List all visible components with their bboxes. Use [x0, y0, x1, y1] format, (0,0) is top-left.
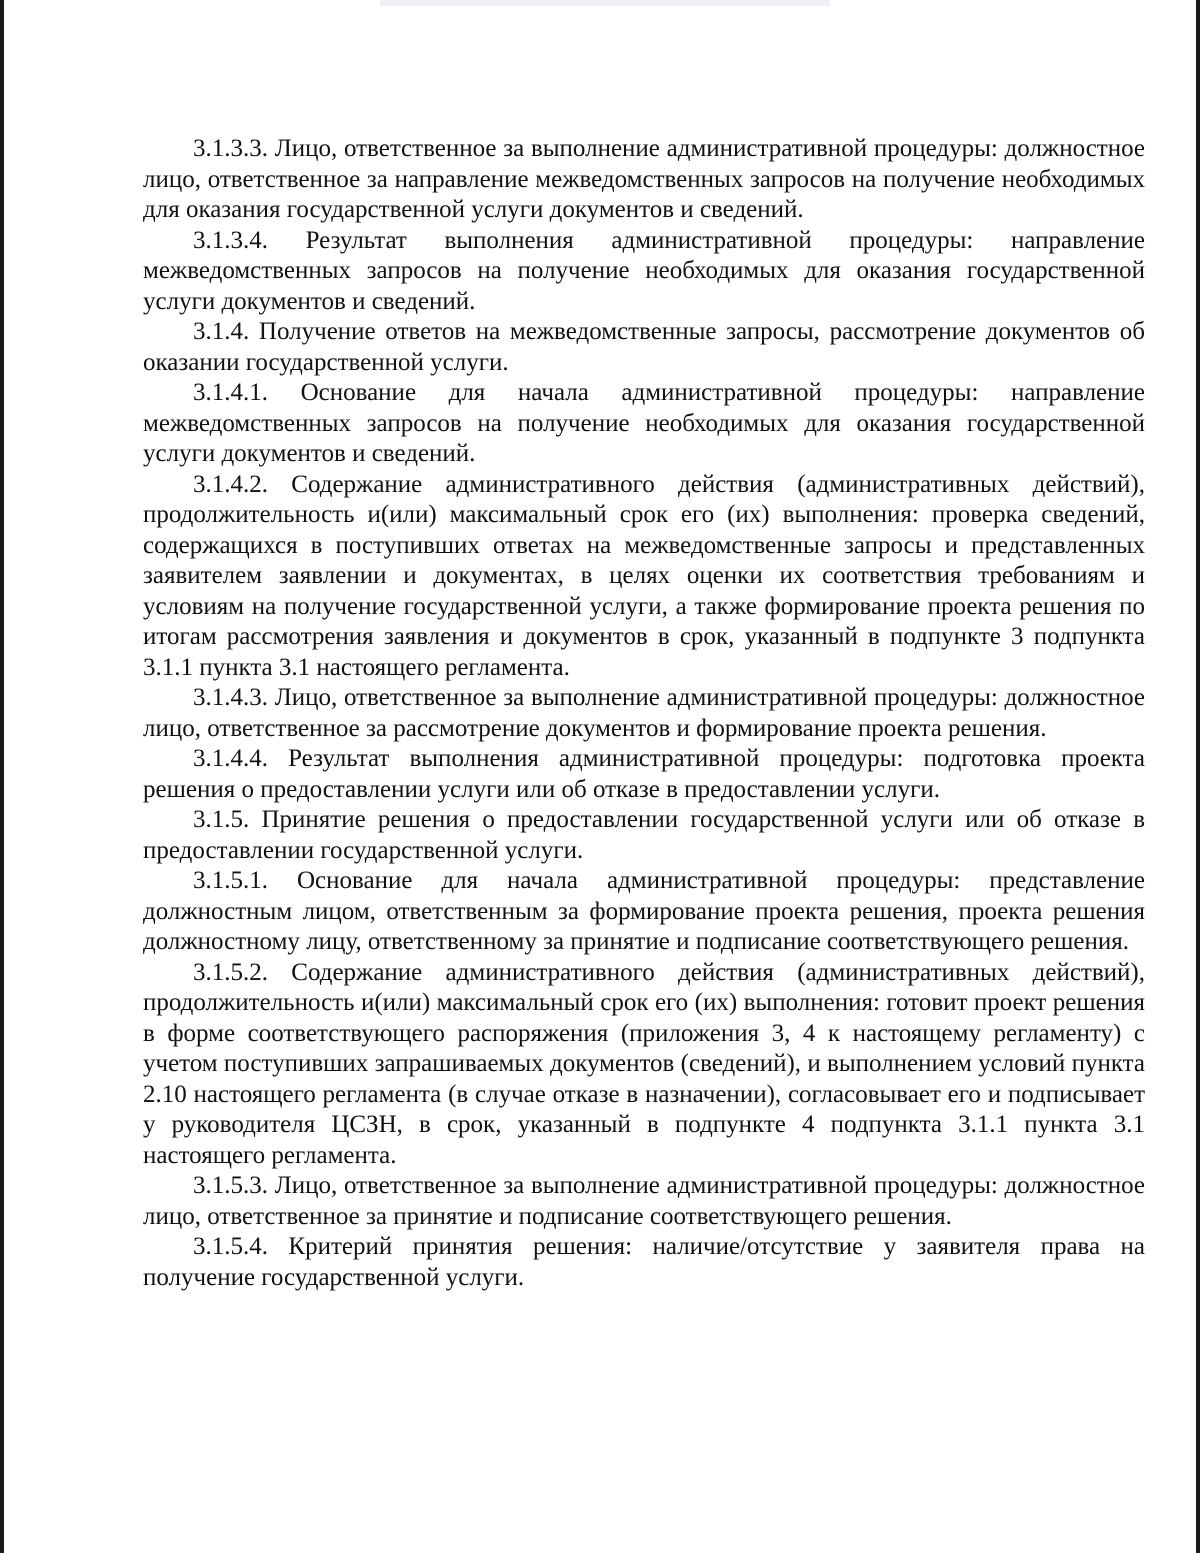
- paragraph-3-1-5-3: 3.1.5.3. Лицо, ответственное за выполнение административной процедуры: должностное лицо, ответственное за принятие и подписание соответствующего решения.: [143, 1172, 1145, 1230]
- paragraph-3-1-5-1: 3.1.5.1. Основание для начала административной процедуры: представление должностным лицом, ответственным за формирование проекта решения, проекта решения должностному лицу, ответственному за принятие и подписание соответствующего решения.: [143, 867, 1145, 955]
- paragraph-3-1-4-1: 3.1.4.1. Основание для начала административной процедуры: направление межведомственных запросов на получение необходимых для оказания государственной услуги документов и сведений.: [143, 379, 1145, 467]
- paragraph-3-1-3-4: 3.1.3.4. Результат выполнения административной процедуры: направление межведомственных запросов на получение необходимых для оказания государственной услуги документов и сведений.: [143, 226, 1145, 315]
- scan-artifact-top: [380, 0, 830, 6]
- paragraph-3-1-5: 3.1.5. Принятие решения о предоставлении государственной услуги или об отказе в предоставлении государственной услуги.: [143, 806, 1145, 864]
- scan-border-right: [1196, 0, 1200, 1553]
- paragraph-3-1-4-3: 3.1.4.3. Лицо, ответственное за выполнение административной процедуры: должностное лицо, ответственное за рассмотрение документов и формирование проекта решения.: [143, 684, 1145, 742]
- paragraph-3-1-5-4: 3.1.5.4. Критерий принятия решения: наличие/отсутствие у заявителя права на получение государственной услуги.: [143, 1233, 1145, 1291]
- paragraph-3-1-5-2: 3.1.5.2. Содержание административного действия (административных действий), продолжительность и(или) максимальный срок его (их) выполнения: готовит проект решения в форме соответствующего распоряжения (приложения 3, 4 к настоящему регламенту) с учетом поступивших запрашиваемых документов (сведений), и выполнением условий пункта 2.10 настоящего регламента (в случае отказе в назначении), согласовывает его и подписывает у руководителя ЦСЗН, в срок, указанный в подпункте 4 подпункта 3.1.1 пункта 3.1 настоящего регламента.: [143, 958, 1145, 1169]
- paragraph-3-1-4-4: 3.1.4.4. Результат выполнения административной процедуры: подготовка проекта решения о предоставлении услуги или об отказе в предоставлении услуги.: [143, 745, 1145, 803]
- scan-border-left: [0, 0, 4, 1553]
- paragraph-3-1-4-2: 3.1.4.2. Содержание административного действия (административных действий), продолжительность и(или) максимальный срок его (их) выполнения: проверка сведений, содержащихся в поступивших ответах на межведомственные запросы и представленных заявителем заявлении и документах, в целях оценки их соответствия требованиям и условиям на получение государственной услуги, а также формирование проекта решения по итогам рассмотрения заявления и документов в срок, указанный в подпункте 3 подпункта 3.1.1 пункта 3.1 настоящего регламента.: [143, 470, 1145, 681]
- paragraph-3-1-4: 3.1.4. Получение ответов на межведомственные запросы, рассмотрение документов об оказании государственной услуги.: [143, 318, 1145, 376]
- document-body: [143, 134, 1145, 1293]
- paragraph-3-1-3-3: 3.1.3.3. Лицо, ответственное за выполнение административной процедуры: должностное лицо, ответственное за направление межведомственных запросов на получение необходимых для оказания государственной услуги документов и сведений.: [143, 135, 1145, 223]
